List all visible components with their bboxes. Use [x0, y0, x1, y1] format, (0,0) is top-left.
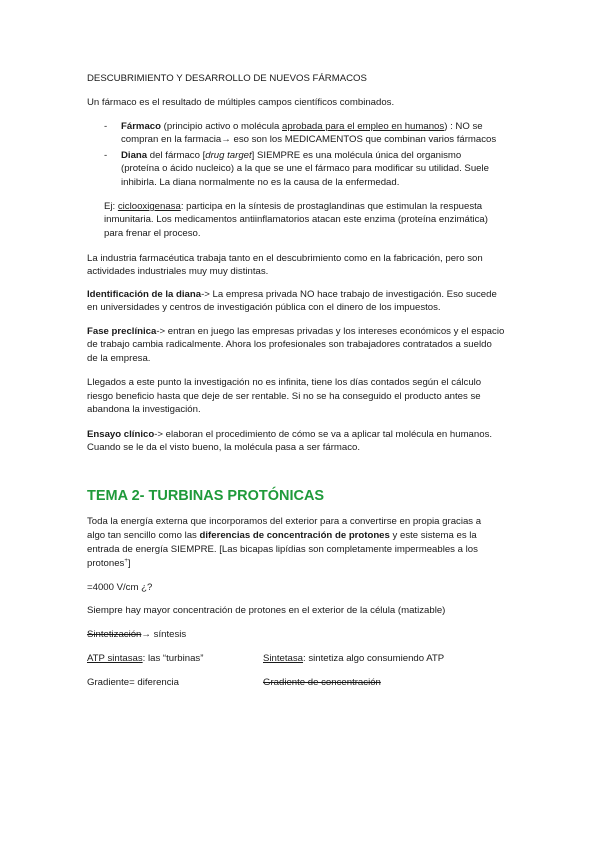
bullet-marker: - [104, 121, 108, 132]
diana-line-2: (proteína o ácido nucleico) a la que se une el fármaco para modificar su utilidad. Suele [121, 163, 489, 174]
farmaco-line-2: compran en la farmacia→ eso son los MEDICAMENTOS que combinan varios fármacos [121, 134, 497, 145]
siempre-line: Siempre hay mayor concentración de protones en el exterior de la célula (matizable) [87, 605, 446, 616]
diana-line-3: inhibirla. La diana normalmente no es la causa de la enfermedad. [121, 177, 400, 188]
identificacion-line-2: en universidades y centros de investigación pública con el dinero de los impuestos. [87, 302, 441, 313]
llegados-line-1: Llegados a este punto la investigación no es infinita, tiene los días contados según el cálculo [87, 377, 482, 388]
identificacion-term: Identificación de la diana [87, 289, 202, 300]
atp-rest: : las “turbinas” [142, 653, 204, 664]
preclinica-line-3: de la empresa. [87, 353, 151, 364]
ensayo-term: Ensayo clínico [87, 429, 155, 440]
farmaco-underlined: aprobada para el empleo en humanos [282, 121, 445, 132]
gradiente-strike: Gradiente de concentración [263, 677, 381, 688]
example-rest: : participa en la síntesis de prostaglandinas que estimulan la respuesta [180, 201, 483, 212]
example-prefix: Ej: [104, 201, 118, 212]
ensayo-line-2: Cuando se le da el visto bueno, la molécula pasa a ser fármaco. [87, 442, 361, 453]
diana-term: Diana [121, 150, 148, 161]
diana-post: ] SIEMPRE es una molécula única del organismo [251, 150, 462, 161]
intro-paragraph: Un fármaco es el resultado de múltiples campos científicos combinados. [87, 97, 395, 108]
industria-line-1: La industria farmacéutica trabaja tanto en el descubrimiento como en la fabricación, pero son [87, 253, 483, 264]
example-line-1 [104, 200, 482, 213]
sintetizacion-rest: síntesis [151, 629, 187, 640]
diana-pre: del fármaco [ [147, 150, 206, 161]
preclinica-line-2: de trabajo cambia radicalmente. Ahora los profesionales son trabajadores contratados a sueldo [87, 339, 492, 350]
preclinica-rest: -> entran en juego las empresas privadas y los intereses económicos y el espacio [156, 326, 505, 337]
tema2-p1-line-4 [87, 557, 131, 570]
diana-line-1 [121, 149, 461, 162]
section-heading: DESCUBRIMIENTO Y DESARROLLO DE NUEVOS FÁRMACOS [87, 73, 367, 84]
gradiente-line: Gradiente= diferencia [87, 677, 179, 688]
tema2-p1-protones: protones [87, 558, 125, 569]
identificacion-rest: -> La empresa privada NO hace trabajo de investigación. Eso sucede [201, 289, 497, 300]
tema2-title: TEMA 2- TURBINAS PROTÓNICAS [87, 488, 325, 504]
atp-line [87, 652, 203, 665]
tema2-p1-pre: algo tan sencillo como las [87, 530, 200, 541]
example-term: ciclooxigenasa [117, 201, 181, 212]
example-line-2: inmunitaria. Los medicamentos antiinflamatorios atacan este enzima (proteína enzimática) [104, 214, 488, 225]
tema2-p1-line-3: entrada de energía SIEMPRE. [Las bicapas lipídias son completamente impermeables a los [87, 544, 478, 555]
preclinica-line-1 [87, 325, 504, 338]
farmaco-post: ) : NO se [444, 121, 483, 132]
arrow-icon: → [141, 629, 151, 640]
diana-italic: drug target [205, 150, 252, 161]
tema2-p1-bold: diferencias de concentración de protones [199, 530, 390, 541]
llegados-line-3: abandona la investigación. [87, 404, 201, 415]
sintetasa-line [263, 652, 444, 665]
tema2-p1-line-1: Toda la energía externa que incorporamos del exterior para a convertirse en propia gracias a [87, 516, 482, 527]
farmaco-term: Fármaco [121, 121, 161, 132]
sintetizacion-strike: Sintetización [87, 629, 142, 640]
tema2-p1-sup: + [124, 557, 128, 564]
tema2-p1-end: ] [127, 558, 131, 569]
sintetasa-term: Sintetasa [263, 653, 304, 664]
farmaco-pre: (principio activo o molécula [161, 121, 283, 132]
sintetizacion-line [87, 628, 186, 641]
llegados-line-2: riesgo beneficio hasta que deje de ser rentable. Si no se ha conseguido el producto antes se [87, 391, 481, 402]
bullet-marker: - [104, 150, 108, 161]
atp-term: ATP sintasas [87, 653, 143, 664]
sintetasa-rest: : sintetiza algo consumiendo ATP [303, 653, 445, 664]
farmaco-line-1 [121, 120, 483, 133]
identificacion-line-1 [87, 288, 497, 301]
preclinica-term: Fase preclínica [87, 326, 157, 337]
ensayo-line-1 [87, 428, 492, 441]
tema2-p1-line-2 [87, 529, 477, 542]
tema2-p1-post: y este sistema es la [389, 530, 477, 541]
ensayo-rest: -> elaboran el procedimiento de cómo se va a aplicar tal molécula en humanos. [154, 429, 493, 440]
voltage-line: =4000 V/cm ¿? [87, 582, 153, 593]
industria-line-2: actividades industriales muy muy distintas. [87, 266, 269, 277]
example-line-3: para frenar el proceso. [104, 228, 201, 239]
